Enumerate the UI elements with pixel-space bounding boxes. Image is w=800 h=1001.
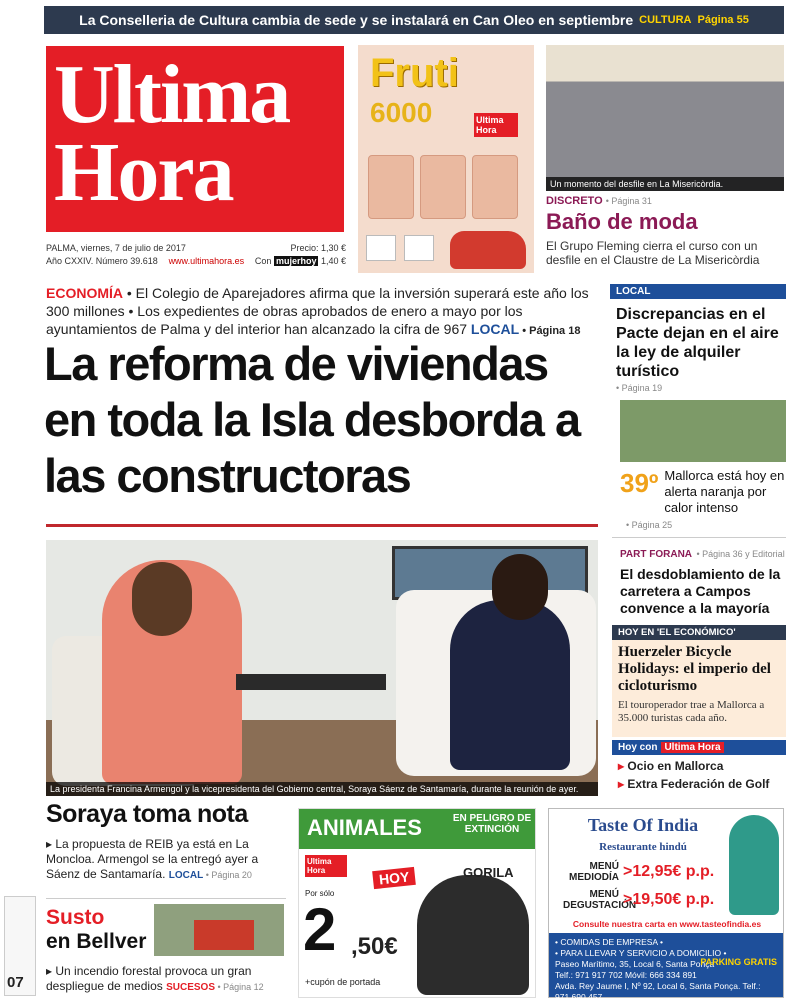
fashion-photo[interactable] [546,45,784,191]
heat-text: Mallorca está hoy en alerta naranja por calor intenso [664,468,785,515]
peacock-icon [729,815,779,915]
hoy-uh-logo: Ultima Hora [661,742,723,753]
economy-summary[interactable] [46,284,598,340]
pacte-page: • Página 19 [616,383,663,393]
main-headline[interactable]: La reforma de viviendas en toda la Isla desborda a las constructoras [44,337,580,502]
divider [612,537,786,538]
price2-text: 1,40 € [320,256,346,266]
taste-price2: >19,50€ p.p. [623,891,715,908]
forana-page: • Página 36 y Editorial [696,549,785,559]
with-label: Con [254,256,272,266]
arrow-icon: ▸ [618,759,625,773]
forana-kicker: PART FORANA [620,549,693,560]
soraya-text: ▸ La propuesta de REIB ya está en La Moncloa. Armengol se la entregó ayer a Sáenz de Santamaría. [46,837,259,881]
hoy-label: Hoy con [618,742,658,753]
temperature-value: 39º [620,468,659,498]
photo-table [236,674,386,690]
price-text: Precio: 1,30 € [290,243,346,253]
promo-title: Fruti [370,51,459,95]
economy-tag: ECONOMÍA [46,285,123,301]
photo-person [450,600,570,770]
masthead-line2: Hora [54,126,233,219]
divider [46,524,598,527]
dateline [46,243,346,269]
economy-local: LOCAL [470,321,520,337]
promo-card [420,155,466,219]
moda-teaser[interactable] [546,195,784,273]
fashion-caption: Un momento del desfile en La Misericòrdia. [546,177,784,191]
economy-text: • El Colegio de Aparejadores afirma que la inversión superará este año los 300 millones • Los expedientes de obras aprobados de enero a mayo por los ayuntamientos de Palma y del interior han alcanzado la cifra de 967 [46,285,589,337]
masthead-logo[interactable] [46,46,344,232]
fruti-promo[interactable] [358,45,534,273]
brand-logo [366,235,396,261]
main-photo[interactable] [46,540,598,796]
fire-truck [194,920,254,950]
taste-l1: • COMIDAS DE EMPRESA • [555,937,663,947]
photo-person-head [132,562,192,636]
pacte-headline: Discrepancias en el Pacte dejan en el aire la ley de alquiler turístico [616,306,779,380]
animales-price: 2 [303,896,335,963]
moda-headline: Baño de moda [546,209,698,234]
promo-card [368,155,414,219]
animales-uh-logo: Ultima Hora [305,855,347,877]
susto-page: • Página 12 [215,982,264,992]
promo-card [472,155,518,219]
forana-headline: El desdoblamiento de la carretera a Campos convence a la mayoría [620,566,781,616]
promo-number: 6000 [370,97,433,128]
top-banner-text: La Conselleria de Cultura cambia de sede y se instalará en Can Oleo en septiembre [79,12,634,28]
street-photo [620,400,786,462]
masthead-line1: Ultima [54,48,290,141]
taste-of-india-ad[interactable] [548,808,784,1001]
susto-red: Susto [46,906,105,929]
hoy-con-box[interactable] [612,740,786,795]
brand-logo [404,235,434,261]
date-text: PALMA, viernes, 7 de julio de 2017 [46,243,186,253]
moda-kicker: DISCRETO [546,195,603,207]
heat-alert[interactable] [620,468,786,516]
forana-story[interactable] [620,544,786,617]
divider [46,898,286,899]
with-supplement [255,256,346,266]
taste-web[interactable]: Consulte nuestra carta en www.tasteofindia.es [572,919,762,929]
animales-hoy: HOY [372,867,416,889]
economico-bar: HOY EN 'EL ECONÓMICO' [612,625,786,640]
side-thumbnail [4,896,36,996]
photo-person-head [492,554,548,620]
soraya-headline: Soraya toma nota [46,800,248,828]
animales-cupon: +cupón de portada [305,977,381,987]
thumb-number: 07 [7,974,24,991]
taste-name: Taste Of India [587,815,699,835]
taste-sub: Restaurante hindú [599,841,687,853]
animales-sub: EN PELIGRO DE EXTINCIÓN [452,813,532,835]
promo-cards [368,155,518,219]
animales-band [299,809,535,849]
moda-text: El Grupo Fleming cierra el curso con un desfile en el Claustre de La Misericòrdia [546,239,760,267]
animales-promo[interactable] [298,808,536,998]
site-url[interactable]: www.ultimahora.es [168,256,245,266]
susto-section: SUCESOS [166,982,215,993]
fire-photo [154,904,284,956]
taste-info [549,933,783,1001]
soraya-story[interactable] [46,800,286,883]
gorilla-figure [417,875,529,995]
mujerhoy-logo: mujerhoy [275,256,317,266]
taste-l2: • PARA LLEVAR Y SERVICIO A DOMICILIO • [555,948,727,958]
soraya-local: LOCAL [168,870,204,881]
top-banner-page: Página 55 [697,14,749,26]
animales-por-solo: Por sólo [305,889,335,898]
soraya-page: • Página 20 [203,870,252,880]
economico-headline: Huerzeler Bicycle Holidays: el imperio del cicloturismo [618,644,771,694]
heat-page: • Página 25 [626,520,673,530]
economico-box[interactable] [612,625,786,737]
economico-text: El touroperador trae a Mallorca a 35.000 turistas cada año. [618,699,765,724]
hoy-item-ocio[interactable]: Ocio en Mallorca [627,759,724,773]
promo-uh-logo: Ultima Hora [474,113,518,137]
top-banner-section: CULTURA [639,14,692,26]
main-photo-caption: La presidenta Francina Armengol y la vicepresidenta del Gobierno central, Soraya Sáenz de Santamaría, durante la reunión de ayer. [46,782,598,796]
susto-text: ▸ Un incendio forestal provoca un gran despliegue de medios [46,964,252,993]
local-label: LOCAL [610,284,786,299]
taste-l3: Paseo Marítimo, 35, Local 6, Santa Ponça [555,959,715,969]
taste-menu2: MENÚ DEGUSTACIÓN [563,889,637,911]
animales-gorila: GORILA [463,865,514,880]
taste-l5: Avda. Rey Jaume I, Nº 92, Local 6, Santa Ponça. Telf.: 971 690 457 [555,981,761,1001]
arrow-icon: ▸ [618,777,625,791]
moda-page: • Página 31 [605,196,652,206]
top-banner[interactable] [44,6,784,34]
hoy-item-golf[interactable]: Extra Federación de Golf [627,777,770,791]
taste-menu1: MENÚ MEDIODÍA [569,861,619,883]
taste-parking: PARKING GRATIS [700,957,777,967]
sidebar-local[interactable] [610,284,786,395]
taste-l4: Telf.: 971 917 702 Móvil: 666 334 891 [555,970,697,980]
animales-cents: ,50€ [351,933,398,960]
animales-title: ANIMALES [307,815,422,840]
taste-price1: >12,95€ p.p. [623,863,715,880]
car-image [450,231,526,269]
issue-text: Año CXXIV. Número 39.618 [46,256,158,266]
economy-page: • Página 18 [519,325,581,337]
susto-rest: en Bellver [46,930,147,953]
